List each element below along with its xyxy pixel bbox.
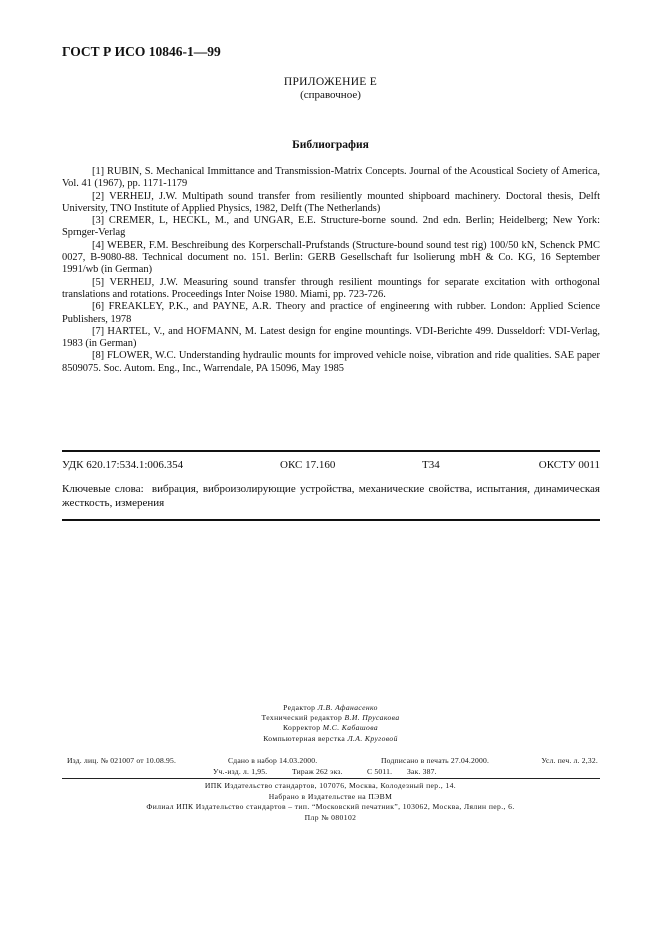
- circulation: Тираж 262 экз.: [292, 767, 343, 776]
- license: Изд. лиц. № 021007 от 10.08.95.: [67, 756, 177, 765]
- annex-subtitle: (справочное): [300, 89, 361, 101]
- document-header: ГОСТ Р ИСО 10846-1—99: [62, 44, 221, 59]
- page-count: С 5011.: [367, 767, 393, 776]
- keywords-block: [62, 483, 600, 510]
- keywords-label: Ключевые слова:: [62, 483, 144, 495]
- corrector-name: М.С. Кабашова: [322, 723, 379, 733]
- order-number: Зак. 387.: [407, 767, 437, 776]
- signed-date: Подписано в печать 27.04.2000.: [381, 756, 490, 765]
- submitted-date: Сдано в набор 14.03.2000.: [228, 756, 318, 765]
- bibliography-entry: [3] CREMER, L, HECKL, M., and UNGAR, E.E. Structure-borne sound. 2nd edn. Berlin; Heidelberg; New York: Sprnger-Verlag: [62, 215, 600, 239]
- printer-line: Плр № 080102: [304, 812, 357, 822]
- bibliography-list: [62, 166, 600, 375]
- keywords-text: вибрация, виброизолирующие устройства, механические свойства, испытания, динамическая жесткость, измерения: [62, 483, 600, 509]
- bibliography-entry: [2] VERHEIJ, J.W. Multipath sound transfer from resiliently mounted shipboard machinery. Doctoral thesis, Delft University, TNO Institute of Applied Physics, 1982, Delft (The Netherlands): [62, 190, 600, 214]
- printer-line: ИПК Издательство стандартов, 107076, Москва, Колодезный пер., 14.: [204, 781, 457, 790]
- printer-line: Набрано в Издательстве на ПЭВМ: [268, 791, 393, 801]
- bibliography-entry: [4] WEBER, F.M. Beschreibung des Korperschall-Prufstands (Structure-bound sound test rig) 100/50 kN, Schenck PMC 0027, B-9080-88. Technical document no. 151. Berlin: GERB Gesellschaft fur lsolierung mbH & Co. KG, 16 September 1991/wb (in German): [62, 239, 600, 276]
- editor-label: Редактор: [283, 703, 316, 712]
- t-code: Т34: [422, 459, 440, 471]
- udk-code: УДК 620.17:534.1:006.354: [62, 459, 184, 471]
- divider-top: [62, 450, 600, 452]
- corrector-label: Корректор: [282, 723, 321, 733]
- corrector-line: [0, 723, 661, 733]
- editors-block: [0, 703, 661, 744]
- oks-code: ОКС 17.160: [280, 459, 336, 471]
- classification-codes: [62, 459, 600, 473]
- editor-name: Л.В. Афанасенко: [317, 703, 378, 712]
- printer-info: [0, 781, 661, 823]
- annex-title: ПРИЛОЖЕНИЕ Е: [283, 76, 378, 88]
- tech-editor-name: В.И. Прусакова: [344, 713, 400, 723]
- print-sheets: Усл. печ. л. 2,32.: [541, 756, 598, 765]
- bibliography-entry: [5] VERHEIJ, J.W. Measuring sound transfer through resilient mountings for separate excitation with orthogonal translations and rotations. Proceedings Inter Noise 1980. Miami, pp. 723-726.: [62, 276, 600, 300]
- bibliography-entry: [8] FLOWER, W.C. Understanding hydraulic mounts for improved vehicle noise, vibration and ride qualities. SAE paper 8509075. Soc. Autom. Eng., Inc., Warrendale, PA 15096, May 1985: [62, 350, 600, 374]
- editor-line: [0, 703, 661, 713]
- layout-name: Л.А. Круговой: [347, 733, 398, 743]
- divider-bottom: [62, 778, 600, 779]
- tech-editor-label: Технический редактор: [261, 713, 343, 723]
- tech-editor-line: [0, 713, 661, 723]
- layout-line: [0, 734, 661, 744]
- publication-info: [62, 756, 600, 778]
- bibliography-title: Библиография: [292, 139, 369, 151]
- okstu-code: ОКСТУ 0011: [538, 459, 600, 471]
- pub-sheets: Уч.-изд. л. 1,95.: [213, 767, 268, 776]
- bibliography-entry: [7] HARTEL, V., and HOFMANN, M. Latest design for engine mountings. VDI-Berichte 499. Dusseldorf: VDI-Verlag, 1983 (in German): [62, 325, 600, 350]
- bibliography-entry: [6] FREAKLEY, P.K., and PAYNE, A.R. Theory and practice of engineerıng with rubber. London: Applied Science Publishers, 1978: [62, 301, 600, 325]
- printer-line: Филиал ИПК Издательство стандартов – тип. “Московский печатник”, 103062, Москва, Лялин пер., 6.: [146, 802, 515, 811]
- bibliography-entry: [1] RUBIN, S. Mechanical Immittance and Transmission-Matrix Concepts. Journal of the Acoustical Society of America, Vol. 41 (1967), pp. 1171-1179: [62, 166, 600, 190]
- divider-keywords: [62, 519, 600, 521]
- layout-label: Компьютерная верстка: [263, 733, 346, 743]
